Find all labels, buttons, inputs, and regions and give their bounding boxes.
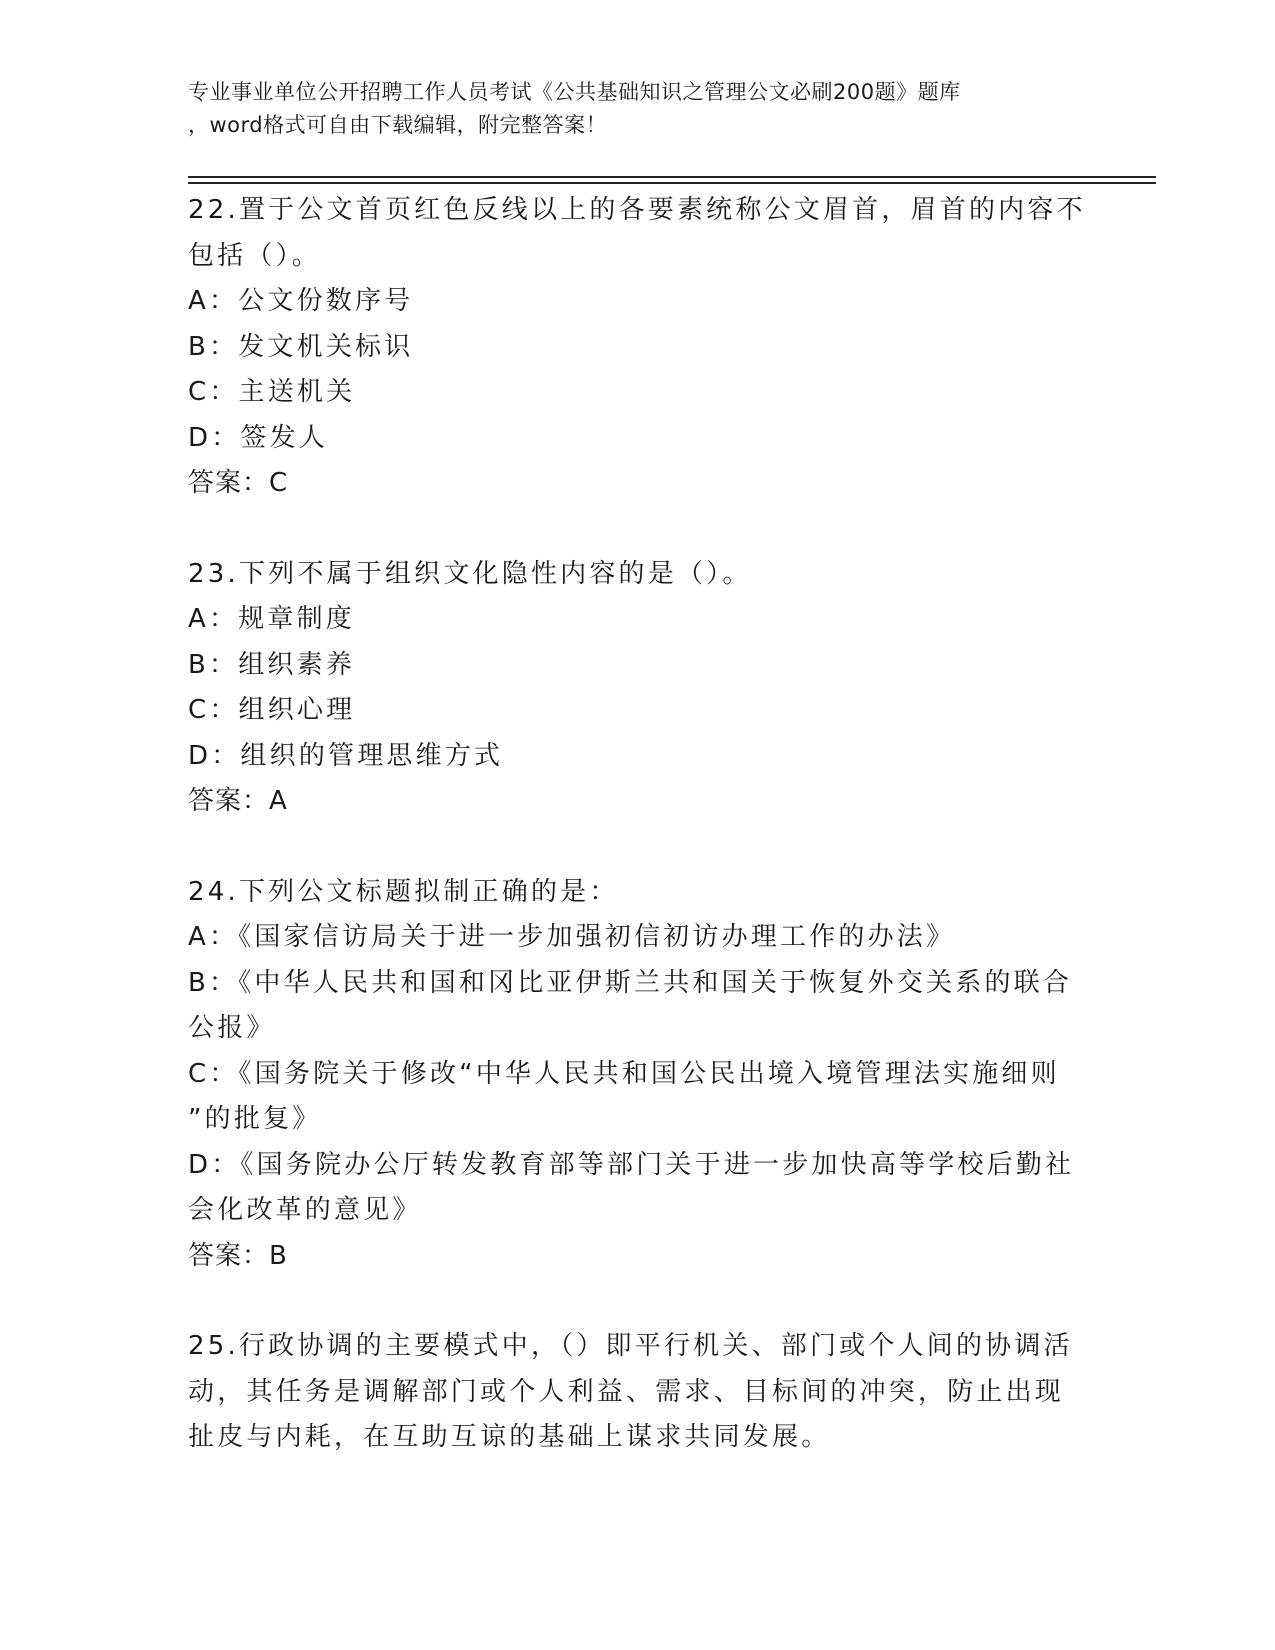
question-stem-line: 包括（）。	[188, 240, 322, 271]
question-spacer	[188, 507, 1088, 552]
question-stem-line: 扯皮与内耗，在互助互谅的基础上谋求共同发展。	[188, 1422, 831, 1452]
answer-option-line: ”的批复》	[188, 1104, 322, 1134]
answer-option-line: D：《国务院办公厅转发教育部等部门关于进一步加快高等学校后勤社	[188, 1149, 1075, 1180]
answer-option-line: B：发文机关标识	[188, 331, 414, 362]
question-block	[188, 870, 1088, 1280]
question-stem-line: 24.下列公文标题拟制正确的是：	[188, 876, 619, 907]
answer-option-line: A：规章制度	[188, 604, 355, 634]
header-title-line-2: ，word格式可自由下载编辑，附完整答案！	[188, 113, 608, 137]
answer-option-line: D：签发人	[188, 422, 329, 453]
answer-option-line: B：《中华人民共和国和冈比亚伊斯兰共和国关于恢复外交关系的联合	[188, 967, 1073, 998]
answer-option-line: 公报》	[188, 1013, 276, 1043]
question-block	[188, 552, 1088, 825]
question-stem-line: 动，其任务是调解部门或个人利益、需求、目标间的冲突，防止出现	[188, 1376, 1065, 1407]
question-block	[188, 1324, 1088, 1461]
answer-option-line: B：组织素养	[188, 649, 356, 680]
answer-option-line: C：组织心理	[188, 695, 356, 725]
question-block	[188, 188, 1088, 507]
header-rule-top	[188, 176, 1156, 178]
question-spacer	[188, 1279, 1088, 1324]
question-spacer	[188, 825, 1088, 870]
question-stem-line: 25.行政协调的主要模式中，（）即平行机关、部门或个人间的协调活	[188, 1331, 1073, 1361]
header-title-line-1: 专业事业单位公开招聘工作人员考试《公共基础知识之管理公文必刷200题》题库	[188, 80, 961, 104]
answer-option-line: A：公文份数序号	[188, 286, 414, 316]
answer-option-line: D：组织的管理思维方式	[188, 740, 504, 771]
correct-answer: 答案：B	[188, 1240, 288, 1271]
question-list	[188, 188, 1088, 1461]
answer-option-line: A：《国家信访局关于进一步加强初信初访办理工作的办法》	[188, 922, 956, 952]
document-header	[188, 76, 1088, 142]
correct-answer: 答案：A	[188, 786, 288, 816]
header-rule-bottom	[188, 182, 1156, 184]
correct-answer: 答案：C	[188, 468, 289, 498]
question-stem-line: 23.下列不属于组织文化隐性内容的是（）。	[188, 558, 752, 589]
answer-option-line: C：《国务院关于修改“中华人民共和国公民出境入境管理法实施细则	[188, 1058, 1060, 1089]
answer-option-line: 会化改革的意见》	[188, 1195, 422, 1225]
question-stem-line: 22.置于公文首页红色反线以上的各要素统称公文眉首，眉首的内容不	[188, 195, 1086, 225]
answer-option-line: C：主送机关	[188, 377, 356, 407]
